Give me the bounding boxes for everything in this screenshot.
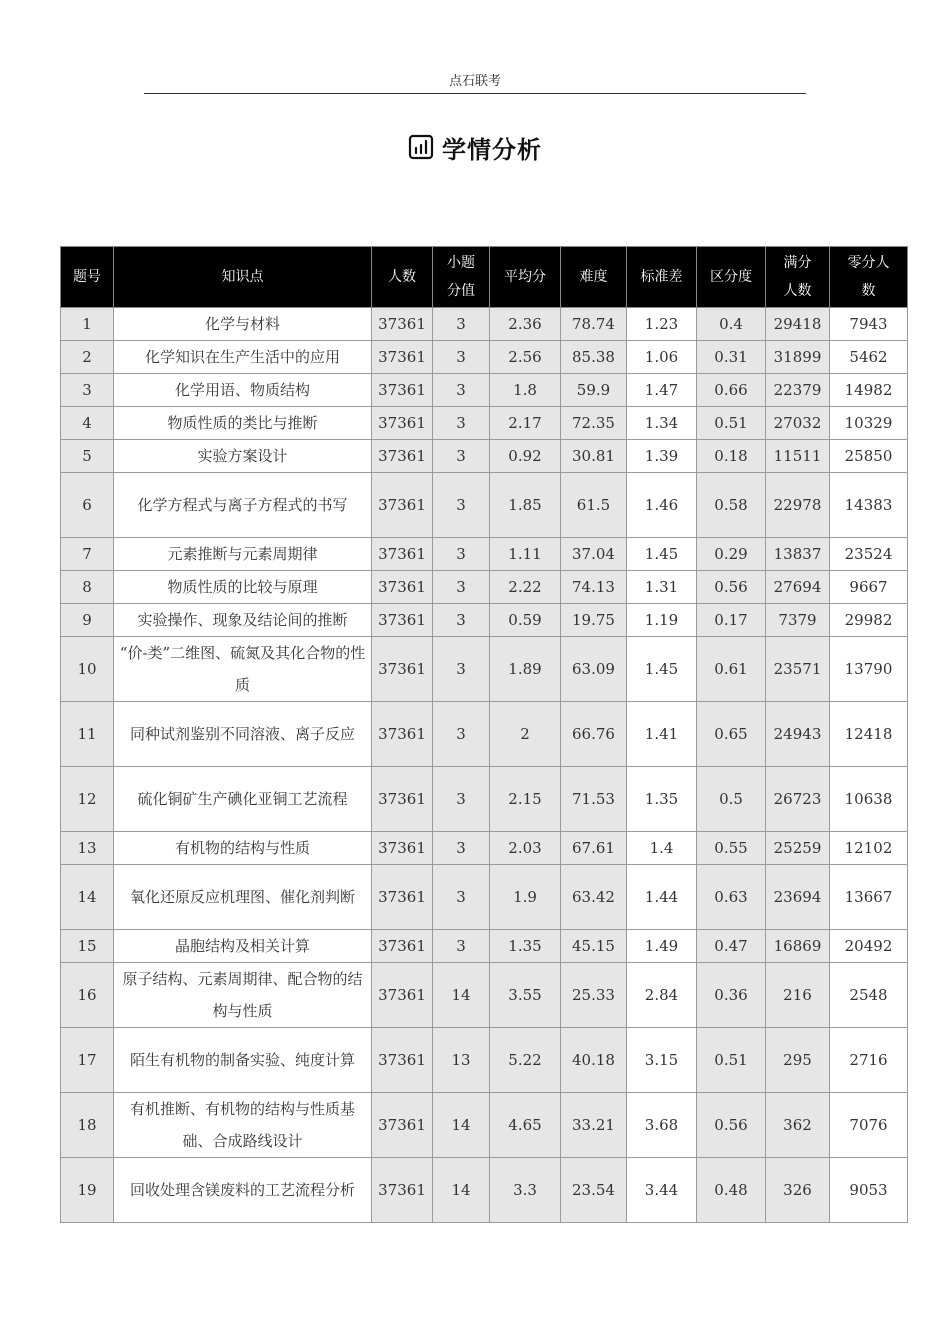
table-cell: 20492 [830, 930, 908, 963]
table-cell: 3 [433, 604, 490, 637]
table-cell: 2.15 [490, 767, 561, 832]
table-cell: 14982 [830, 374, 908, 407]
table-cell: 3 [433, 341, 490, 374]
table-cell: 2716 [830, 1028, 908, 1093]
table-cell: 37361 [372, 930, 433, 963]
page-title [0, 130, 950, 164]
table-cell: 25.33 [561, 963, 627, 1028]
table-cell: 16 [61, 963, 114, 1028]
column-header-text: 数 [861, 283, 876, 299]
table-cell: 37361 [372, 440, 433, 473]
table-cell: 2.22 [490, 571, 561, 604]
table-cell: 1.39 [627, 440, 697, 473]
table-row [61, 1158, 908, 1223]
table-cell: 2 [490, 702, 561, 767]
table-cell: 14 [433, 963, 490, 1028]
table-cell: 5462 [830, 341, 908, 374]
table-cell: 0.65 [697, 702, 766, 767]
table-cell: 3.3 [490, 1158, 561, 1223]
table-cell: 24943 [766, 702, 830, 767]
table-cell: 3 [433, 473, 490, 538]
table-cell: 37361 [372, 1093, 433, 1158]
table-cell: 23524 [830, 538, 908, 571]
table-cell: 40.18 [561, 1028, 627, 1093]
table-cell: 3 [433, 637, 490, 702]
chart-icon [408, 134, 434, 160]
column-header [830, 247, 908, 308]
table-cell: 化学方程式与离子方程式的书写 [114, 473, 372, 538]
table-cell: 85.38 [561, 341, 627, 374]
table-cell: 有机物的结构与性质 [114, 832, 372, 865]
table-cell: 3 [433, 308, 490, 341]
table-cell: 23694 [766, 865, 830, 930]
table-cell: “价-类”二维图、硫氮及其化合物的性质 [114, 637, 372, 702]
table-cell: 5.22 [490, 1028, 561, 1093]
table-cell: 2548 [830, 963, 908, 1028]
table-cell: 3 [433, 571, 490, 604]
column-header [561, 247, 627, 308]
column-header [61, 247, 114, 308]
table-cell: 2.03 [490, 832, 561, 865]
table-cell: 0.31 [697, 341, 766, 374]
table-cell: 13 [433, 1028, 490, 1093]
column-header-text: 区分度 [710, 269, 752, 285]
table-cell: 硫化铜矿生产碘化亚铜工艺流程 [114, 767, 372, 832]
column-header-text: 小题 [447, 255, 475, 271]
table-cell: 7943 [830, 308, 908, 341]
table-cell: 17 [61, 1028, 114, 1093]
table-row [61, 930, 908, 963]
table-cell: 9 [61, 604, 114, 637]
table-cell: 5 [61, 440, 114, 473]
table-cell: 295 [766, 1028, 830, 1093]
table-row [61, 374, 908, 407]
table-cell: 25259 [766, 832, 830, 865]
table-cell: 0.5 [697, 767, 766, 832]
table-cell: 74.13 [561, 571, 627, 604]
table-cell: 63.09 [561, 637, 627, 702]
table-row [61, 963, 908, 1028]
table-row [61, 407, 908, 440]
table-cell: 0.61 [697, 637, 766, 702]
table-cell: 2.17 [490, 407, 561, 440]
table-cell: 31899 [766, 341, 830, 374]
column-header [114, 247, 372, 308]
table-cell: 27032 [766, 407, 830, 440]
table-cell: 1.31 [627, 571, 697, 604]
table-cell: 14 [433, 1158, 490, 1223]
table-row [61, 767, 908, 832]
table-cell: 元素推断与元素周期律 [114, 538, 372, 571]
table-cell: 12418 [830, 702, 908, 767]
table-cell: 1.8 [490, 374, 561, 407]
table-cell: 10 [61, 637, 114, 702]
table-cell: 1.9 [490, 865, 561, 930]
table-cell: 8 [61, 571, 114, 604]
table-cell: 0.17 [697, 604, 766, 637]
table-cell: 22379 [766, 374, 830, 407]
page-header: 点石联考 [448, 74, 501, 89]
table-cell: 71.53 [561, 767, 627, 832]
table-row [61, 571, 908, 604]
table-cell: 37361 [372, 604, 433, 637]
column-header-text: 知识点 [221, 269, 264, 285]
table-cell: 0.51 [697, 407, 766, 440]
table-cell: 3 [433, 538, 490, 571]
table-cell: 19 [61, 1158, 114, 1223]
table-cell: 1.46 [627, 473, 697, 538]
table-cell: 362 [766, 1093, 830, 1158]
column-header [372, 247, 433, 308]
table-cell: 37361 [372, 702, 433, 767]
table-cell: 1.34 [627, 407, 697, 440]
table-cell: 37361 [372, 341, 433, 374]
table-cell: 1.45 [627, 637, 697, 702]
table-cell: 25850 [830, 440, 908, 473]
table-cell: 实验方案设计 [114, 440, 372, 473]
table-cell: 29982 [830, 604, 908, 637]
table-cell: 0.55 [697, 832, 766, 865]
table-cell: 化学与材料 [114, 308, 372, 341]
table-cell: 14383 [830, 473, 908, 538]
table-cell: 0.36 [697, 963, 766, 1028]
table-cell: 13667 [830, 865, 908, 930]
table-cell: 2 [61, 341, 114, 374]
table-cell: 实验操作、现象及结论间的推断 [114, 604, 372, 637]
table-body [61, 308, 908, 1223]
table-header-row [61, 247, 908, 308]
table-cell: 67.61 [561, 832, 627, 865]
table-row [61, 538, 908, 571]
table-row [61, 473, 908, 538]
column-header-text: 人数 [783, 283, 812, 299]
table-cell: 有机推断、有机物的结构与性质基础、合成路线设计 [114, 1093, 372, 1158]
column-header-text: 平均分 [504, 269, 546, 285]
column-header-text: 标准差 [640, 269, 683, 285]
table-cell: 11511 [766, 440, 830, 473]
table-cell: 33.21 [561, 1093, 627, 1158]
table-cell: 37361 [372, 473, 433, 538]
table-cell: 37361 [372, 571, 433, 604]
table-cell: 3 [61, 374, 114, 407]
table-cell: 3 [433, 767, 490, 832]
table-cell: 3 [433, 440, 490, 473]
column-header [627, 247, 697, 308]
table-row [61, 1093, 908, 1158]
table-cell: 0.51 [697, 1028, 766, 1093]
table-cell: 78.74 [561, 308, 627, 341]
table-cell: 16869 [766, 930, 830, 963]
table-cell: 4 [61, 407, 114, 440]
table-cell: 3 [433, 930, 490, 963]
table-cell: 0.4 [697, 308, 766, 341]
table-cell: 回收处理含镁废料的工艺流程分析 [114, 1158, 372, 1223]
table-cell: 3 [433, 374, 490, 407]
column-header-text: 题号 [73, 269, 101, 285]
table-cell: 37361 [372, 963, 433, 1028]
column-header [697, 247, 766, 308]
table-row [61, 341, 908, 374]
table-cell: 37.04 [561, 538, 627, 571]
analysis-table [60, 246, 908, 1223]
table-cell: 1.06 [627, 341, 697, 374]
column-header-text: 满分 [783, 255, 812, 271]
table-cell: 0.56 [697, 1093, 766, 1158]
table-cell: 13837 [766, 538, 830, 571]
table-cell: 72.35 [561, 407, 627, 440]
table-cell: 1.23 [627, 308, 697, 341]
table-cell: 30.81 [561, 440, 627, 473]
table-cell: 1.41 [627, 702, 697, 767]
table-cell: 10638 [830, 767, 908, 832]
column-header-text: 零分人 [847, 255, 890, 271]
table-cell: 0.47 [697, 930, 766, 963]
table-cell: 0.59 [490, 604, 561, 637]
table-cell: 1.11 [490, 538, 561, 571]
table-cell: 0.18 [697, 440, 766, 473]
table-cell: 0.48 [697, 1158, 766, 1223]
table-cell: 11 [61, 702, 114, 767]
table-cell: 0.66 [697, 374, 766, 407]
table-cell: 晶胞结构及相关计算 [114, 930, 372, 963]
table-cell: 1.45 [627, 538, 697, 571]
table-cell: 3 [433, 407, 490, 440]
table-cell: 氧化还原反应机理图、催化剂判断 [114, 865, 372, 930]
table-cell: 29418 [766, 308, 830, 341]
table-cell: 3 [433, 832, 490, 865]
table-cell: 物质性质的类比与推断 [114, 407, 372, 440]
table-cell: 12 [61, 767, 114, 832]
table-cell: 6 [61, 473, 114, 538]
table-cell: 1.35 [490, 930, 561, 963]
column-header-text: 人数 [388, 269, 416, 285]
table-cell: 2.84 [627, 963, 697, 1028]
table-cell: 27694 [766, 571, 830, 604]
table-cell: 326 [766, 1158, 830, 1223]
table-cell: 3.15 [627, 1028, 697, 1093]
table-cell: 0.58 [697, 473, 766, 538]
table-cell: 7076 [830, 1093, 908, 1158]
table-cell: 37361 [372, 767, 433, 832]
table-cell: 2.56 [490, 341, 561, 374]
table-row [61, 637, 908, 702]
table-row [61, 440, 908, 473]
table-cell: 1.89 [490, 637, 561, 702]
table-cell: 原子结构、元素周期律、配合物的结构与性质 [114, 963, 372, 1028]
column-header [766, 247, 830, 308]
table-cell: 66.76 [561, 702, 627, 767]
table-cell: 同种试剂鉴别不同溶液、离子反应 [114, 702, 372, 767]
table-cell: 10329 [830, 407, 908, 440]
table-cell: 化学用语、物质结构 [114, 374, 372, 407]
table-cell: 1.35 [627, 767, 697, 832]
table-cell: 23.54 [561, 1158, 627, 1223]
table-cell: 13790 [830, 637, 908, 702]
table-cell: 63.42 [561, 865, 627, 930]
table-cell: 0.56 [697, 571, 766, 604]
table-cell: 14 [61, 865, 114, 930]
table-cell: 化学知识在生产生活中的应用 [114, 341, 372, 374]
table-cell: 37361 [372, 407, 433, 440]
table-cell: 1.47 [627, 374, 697, 407]
table-cell: 45.15 [561, 930, 627, 963]
table-row [61, 865, 908, 930]
table-cell: 9053 [830, 1158, 908, 1223]
table-cell: 0.63 [697, 865, 766, 930]
table-cell: 7 [61, 538, 114, 571]
table-cell: 37361 [372, 637, 433, 702]
column-header-text: 分值 [447, 283, 475, 299]
table-cell: 3 [433, 702, 490, 767]
header-rule [144, 93, 806, 94]
table-cell: 2.36 [490, 308, 561, 341]
table-cell: 9667 [830, 571, 908, 604]
table-cell: 3.44 [627, 1158, 697, 1223]
table-cell: 14 [433, 1093, 490, 1158]
table-row [61, 1028, 908, 1093]
table-cell: 1.19 [627, 604, 697, 637]
table-cell: 1.4 [627, 832, 697, 865]
column-header [490, 247, 561, 308]
table-cell: 61.5 [561, 473, 627, 538]
table-cell: 216 [766, 963, 830, 1028]
table-cell: 15 [61, 930, 114, 963]
table-cell: 19.75 [561, 604, 627, 637]
table-cell: 37361 [372, 374, 433, 407]
table-row [61, 604, 908, 637]
table-cell: 37361 [372, 538, 433, 571]
table-row [61, 702, 908, 767]
table-cell: 1.44 [627, 865, 697, 930]
table-cell: 13 [61, 832, 114, 865]
column-header-text: 难度 [579, 269, 608, 285]
table-cell: 0.29 [697, 538, 766, 571]
table-cell: 物质性质的比较与原理 [114, 571, 372, 604]
table-row [61, 832, 908, 865]
table-cell: 37361 [372, 865, 433, 930]
table-cell: 1.85 [490, 473, 561, 538]
title-text: 学情分析 [442, 135, 542, 164]
table-cell: 22978 [766, 473, 830, 538]
table-cell: 37361 [372, 1028, 433, 1093]
table-cell: 1.49 [627, 930, 697, 963]
table-cell: 18 [61, 1093, 114, 1158]
table-cell: 陌生有机物的制备实验、纯度计算 [114, 1028, 372, 1093]
table-cell: 4.65 [490, 1093, 561, 1158]
table-cell: 26723 [766, 767, 830, 832]
table-cell: 3 [433, 865, 490, 930]
table-row [61, 308, 908, 341]
table-cell: 0.92 [490, 440, 561, 473]
table-cell: 23571 [766, 637, 830, 702]
table-cell: 3.68 [627, 1093, 697, 1158]
table-cell: 37361 [372, 832, 433, 865]
table-cell: 37361 [372, 308, 433, 341]
table-cell: 3.55 [490, 963, 561, 1028]
table-cell: 12102 [830, 832, 908, 865]
table-cell: 37361 [372, 1158, 433, 1223]
table-cell: 1 [61, 308, 114, 341]
table-cell: 59.9 [561, 374, 627, 407]
table-cell: 7379 [766, 604, 830, 637]
column-header [433, 247, 490, 308]
